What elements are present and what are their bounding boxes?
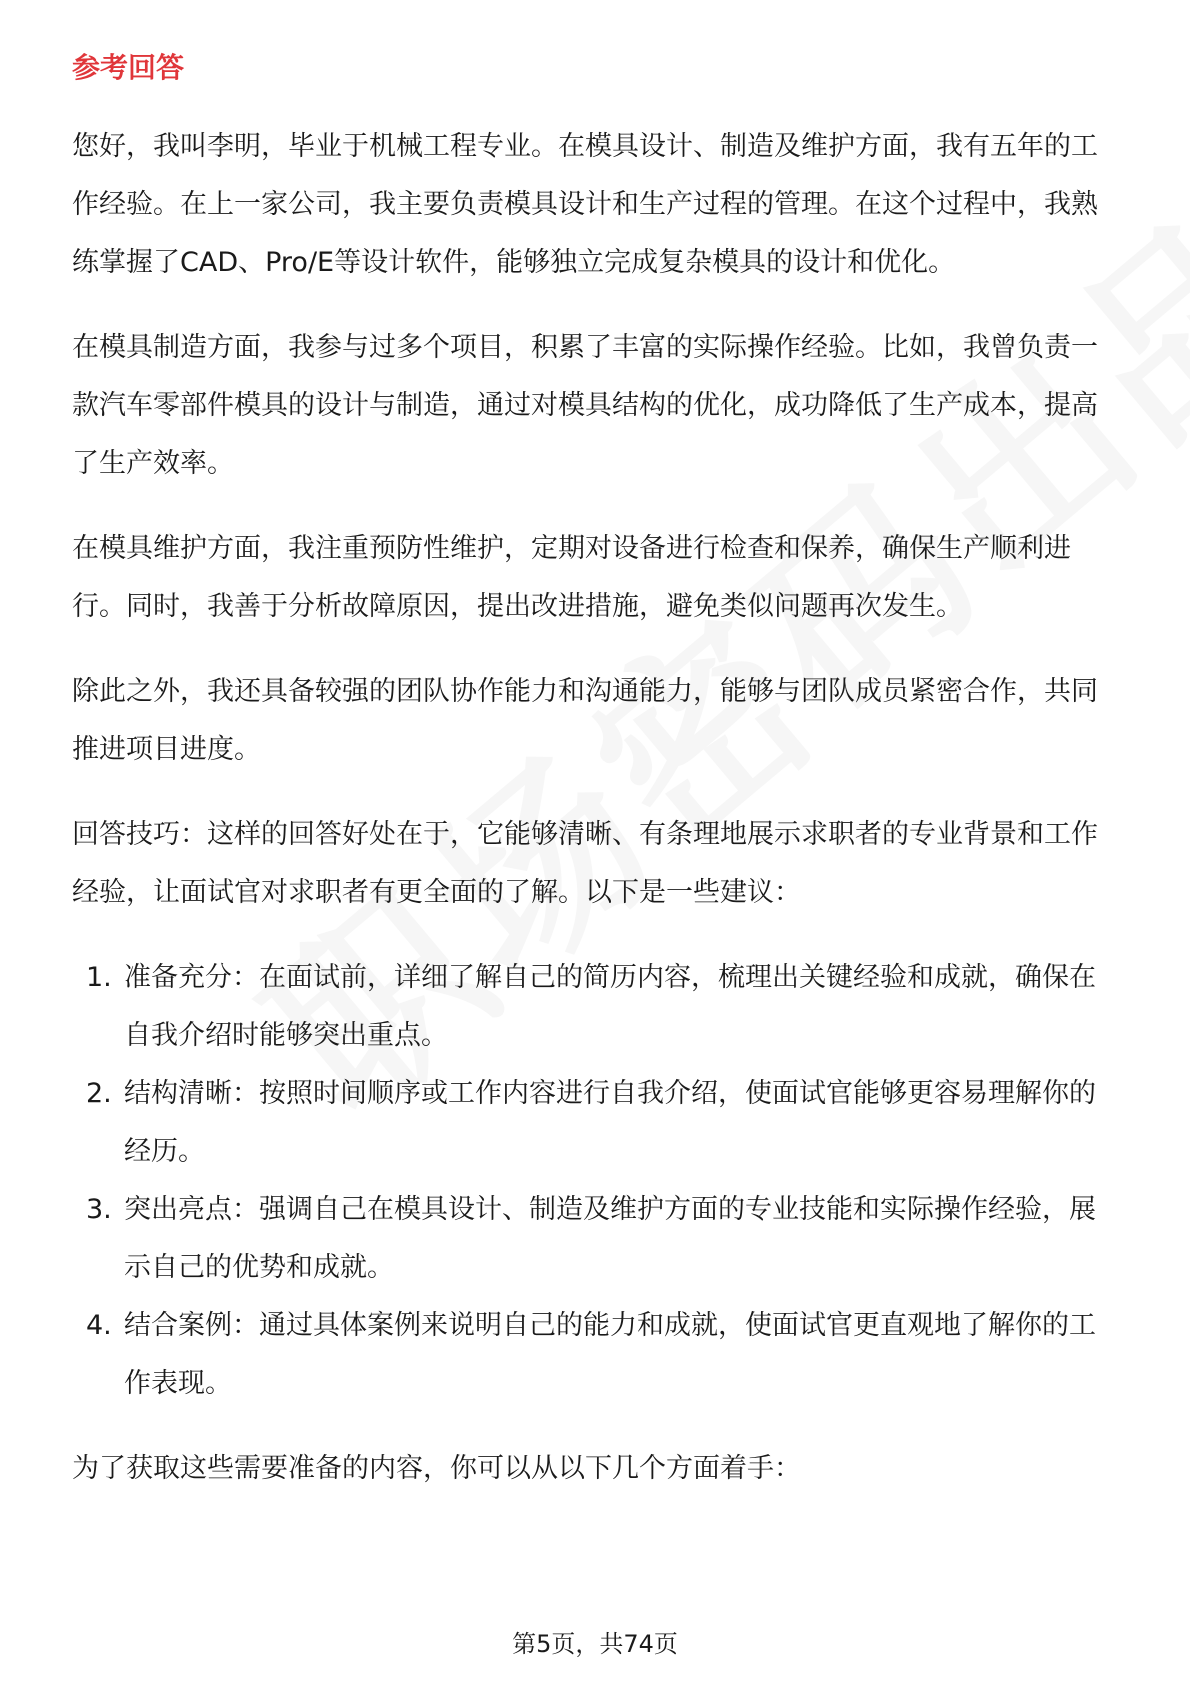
- list-item: [72, 1065, 1122, 1181]
- list-item: [72, 1181, 1122, 1297]
- list-item-number: 4.: [86, 1310, 112, 1341]
- list-item-text: 突出亮点：强调自己在模具设计、制造及维护方面的专业技能和实际操作经验，展示自己的优势和成就。: [124, 1194, 1096, 1283]
- list-item: [72, 1297, 1122, 1413]
- paragraph-intro: 您好，我叫李明，毕业于机械工程专业。在模具设计、制造及维护方面，我有五年的工作经验。在上一家公司，我主要负责模具设计和生产过程的管理。在这个过程中，我熟练掌握了CAD、Pro/E等设计软件，能够独立完成复杂模具的设计和优化。: [72, 131, 1098, 278]
- paragraph-maintenance: 在模具维护方面，我注重预防性维护，定期对设备进行检查和保养，确保生产顺利进行。同时，我善于分析故障原因，提出改进措施，避免类似问题再次发生。: [72, 533, 1071, 622]
- paragraph-answer-tips: 回答技巧：这样的回答好处在于，它能够清晰、有条理地展示求职者的专业背景和工作经验，让面试官对求职者有更全面的了解。以下是一些建议：: [72, 819, 1098, 908]
- document-body: [72, 118, 1122, 1525]
- list-item-text: 结合案例：通过具体案例来说明自己的能力和成就，使面试官更直观地了解你的工作表现。: [124, 1310, 1096, 1399]
- list-item-number: 2.: [86, 1078, 112, 1109]
- paragraph-manufacturing: 在模具制造方面，我参与过多个项目，积累了丰富的实际操作经验。比如，我曾负责一款汽车零部件模具的设计与制造，通过对模具结构的优化，成功降低了生产成本，提高了生产效率。: [72, 332, 1098, 479]
- list-item: [72, 949, 1122, 1065]
- list-item-text: 结构清晰：按照时间顺序或工作内容进行自我介绍，使面试官能够更容易理解你的经历。: [124, 1078, 1096, 1167]
- paragraph-closing: 为了获取这些需要准备的内容，你可以从以下几个方面着手：: [72, 1453, 801, 1484]
- page-footer: 第5页，共74页: [512, 1630, 678, 1658]
- tips-list: [72, 949, 1122, 1413]
- list-item-number: 1.: [86, 962, 112, 993]
- section-title: 参考回答: [72, 51, 185, 84]
- paragraph-teamwork: 除此之外，我还具备较强的团队协作能力和沟通能力，能够与团队成员紧密合作，共同推进项目进度。: [72, 676, 1098, 765]
- list-item-text: 准备充分：在面试前，详细了解自己的简历内容，梳理出关键经验和成就，确保在自我介绍时能够突出重点。: [124, 962, 1096, 1051]
- list-item-number: 3.: [86, 1194, 112, 1225]
